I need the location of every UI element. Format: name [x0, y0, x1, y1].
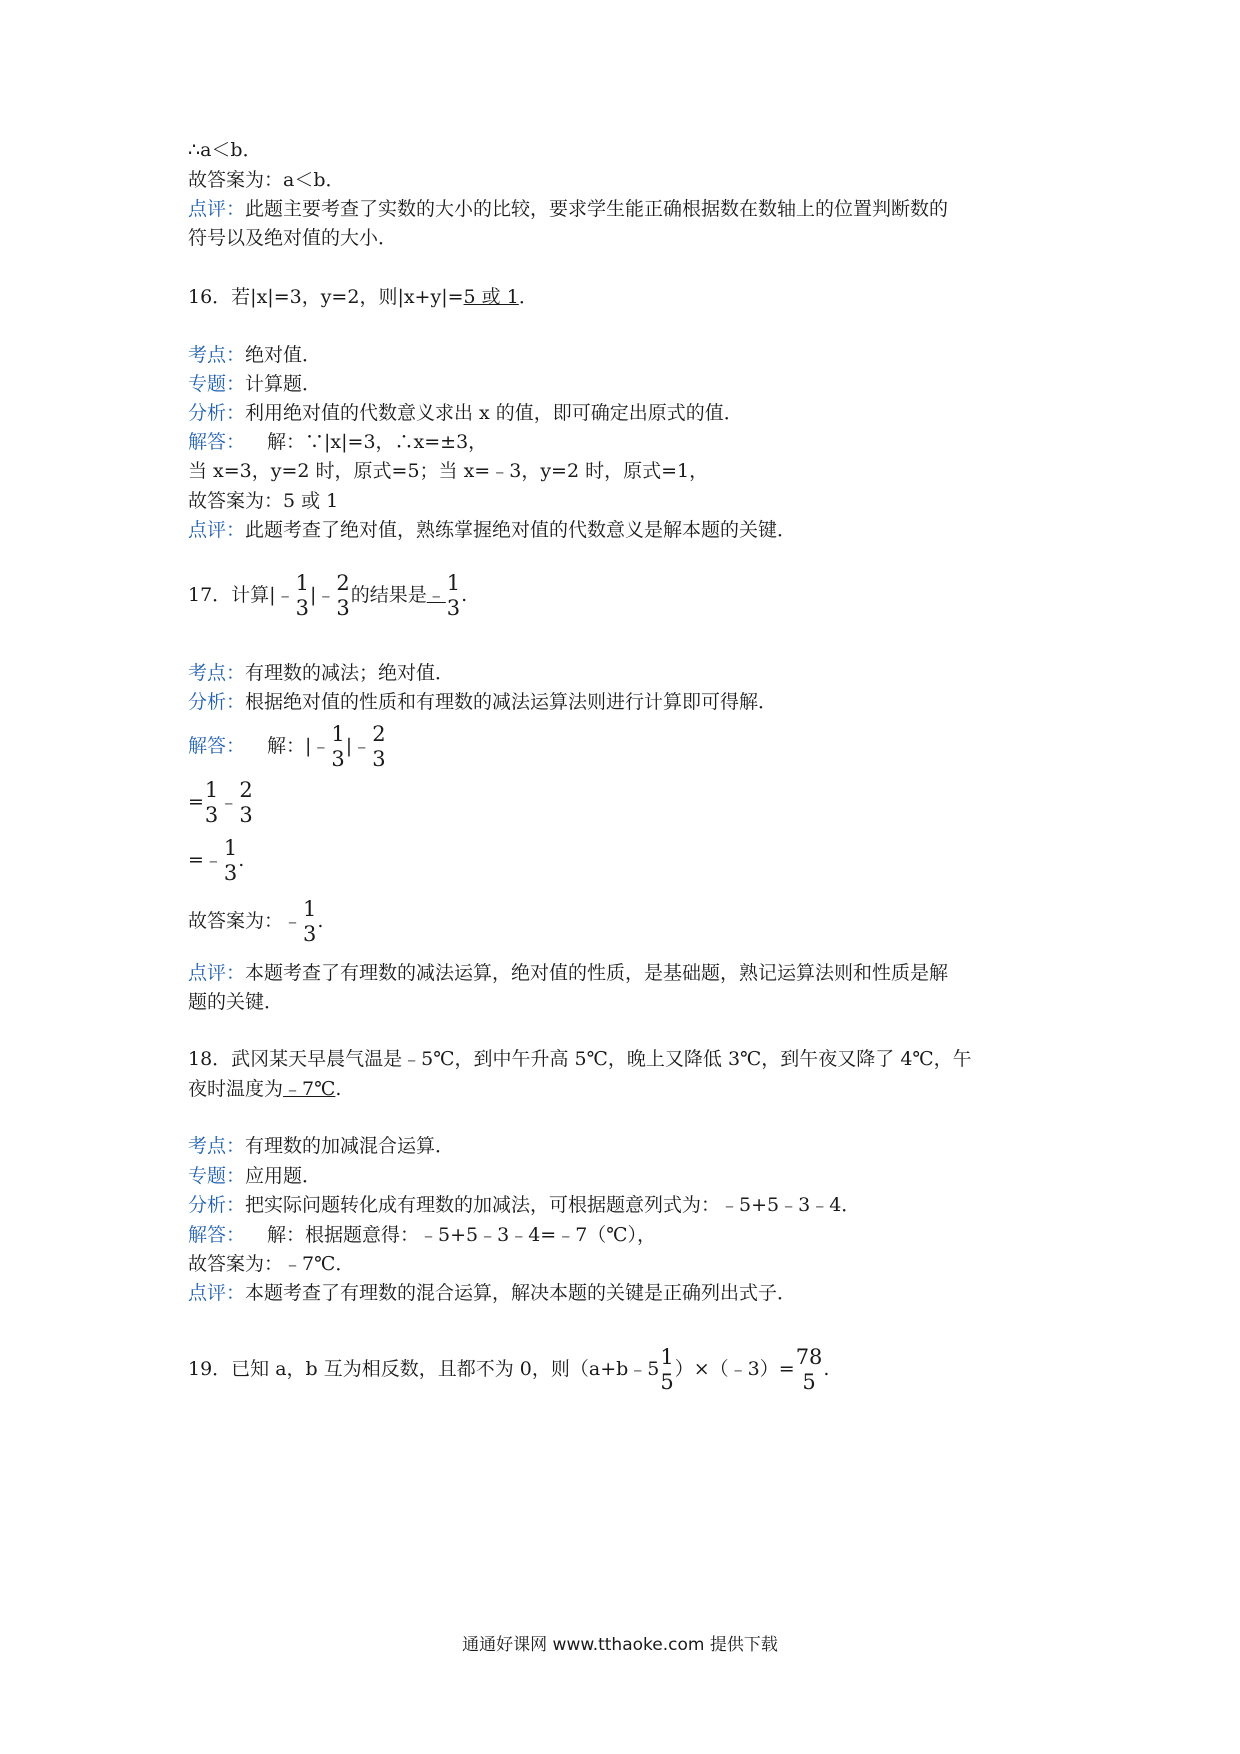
kaodian-line: 考点：有理数的加减混合运算．: [188, 1135, 455, 1157]
question-19: 19．已知 a，b 互为相反数，且都不为 0，则（a+b﹣5 1 5 ）×（﹣3）= 78 5 .: [188, 1345, 830, 1394]
text-line: 故答案为：5 或 1: [188, 490, 339, 512]
fraction: 2 3: [372, 722, 386, 771]
question-18: 18．武冈某天早晨气温是﹣5℃，到中午升高 5℃，晚上又降低 3℃，到午夜又降了 4℃，午: [188, 1048, 972, 1070]
text-line: 当 x=3，y=2 时，原式=5；当 x=﹣3，y=2 时，原式=1，: [188, 460, 709, 482]
zhuanti-line: 专题：应用题．: [188, 1165, 322, 1187]
fraction: 1 3: [223, 836, 238, 885]
math-step: =﹣ 1 3 .: [188, 836, 245, 885]
answer-18: ﹣7℃: [283, 1078, 336, 1100]
text-line: 题的关键．: [188, 991, 284, 1013]
comment-line: 点评：此题主要考查了实数的大小的比较，要求学生能正确根据数在数轴上的位置判断数的: [188, 198, 949, 220]
fraction: 1 3: [303, 897, 317, 946]
answer-16: 5 或 1: [463, 286, 519, 308]
math-step: = 1 3 ﹣ 2 3: [188, 778, 253, 827]
zhuanti-line: 专题：计算题．: [188, 373, 322, 395]
answer-line: 故答案为：﹣ 1 3 .: [188, 897, 324, 946]
fenxi-line: 分析：把实际问题转化成有理数的加减法，可根据题意列式为：﹣5+5﹣3﹣4．: [188, 1194, 861, 1216]
jieda-line: 解答： 解：∵|x|=3，∴x=±3，: [188, 431, 488, 453]
question-17: 17．计算|﹣ 1 3 |﹣ 2 3 的结果是﹣ 1 3 .: [188, 571, 468, 620]
fenxi-line: 分析：利用绝对值的代数意义求出 x 的值，即可确定出原式的值．: [188, 402, 743, 424]
dianping-line: 点评：此题考查了绝对值，熟练掌握绝对值的代数意义是解本题的关键．: [188, 519, 797, 541]
text-line: 符号以及绝对值的大小．: [188, 227, 398, 249]
kaodian-line: 考点：绝对值．: [188, 344, 322, 366]
fraction: 1 3: [295, 571, 309, 620]
kaodian-line: 考点：有理数的减法；绝对值．: [188, 662, 455, 684]
text-line: ∴a＜b．: [188, 139, 262, 161]
fraction: 2 3: [336, 571, 350, 620]
fraction: 1 3: [204, 778, 219, 827]
question-16: 16．若|x|=3，y=2，则|x+y|=5 或 1．: [188, 286, 538, 308]
text-line: 故答案为：﹣7℃．: [188, 1253, 355, 1275]
page-footer: 通通好课网 www.tthaoke.com 提供下载: [462, 1635, 778, 1655]
question-18-cont: 夜时温度为﹣7℃.: [188, 1078, 342, 1100]
dianping-line: 点评：本题考查了有理数的减法运算，绝对值的性质，是基础题，熟记运算法则和性质是解: [188, 962, 949, 984]
jieda-line: 解答： 解：|﹣ 1 3 |﹣ 2 3: [188, 722, 386, 771]
answer-17: ﹣ 1 3: [426, 571, 461, 620]
jieda-line: 解答： 解：根据题意得：﹣5+5﹣3﹣4=﹣7（℃），: [188, 1224, 657, 1246]
comment-label: 点评：: [188, 198, 246, 220]
fraction: 1 5: [660, 1345, 674, 1394]
answer-19: 78 5: [795, 1345, 823, 1394]
dianping-line: 点评：本题考查了有理数的混合运算，解决本题的关键是正确列出式子．: [188, 1282, 797, 1304]
text-line: 故答案为：a＜b．: [188, 169, 345, 191]
fraction: 1 3: [331, 722, 345, 771]
fenxi-line: 分析：根据绝对值的性质和有理数的减法运算法则进行计算即可得解．: [188, 691, 778, 713]
fraction: 2 3: [239, 778, 253, 827]
